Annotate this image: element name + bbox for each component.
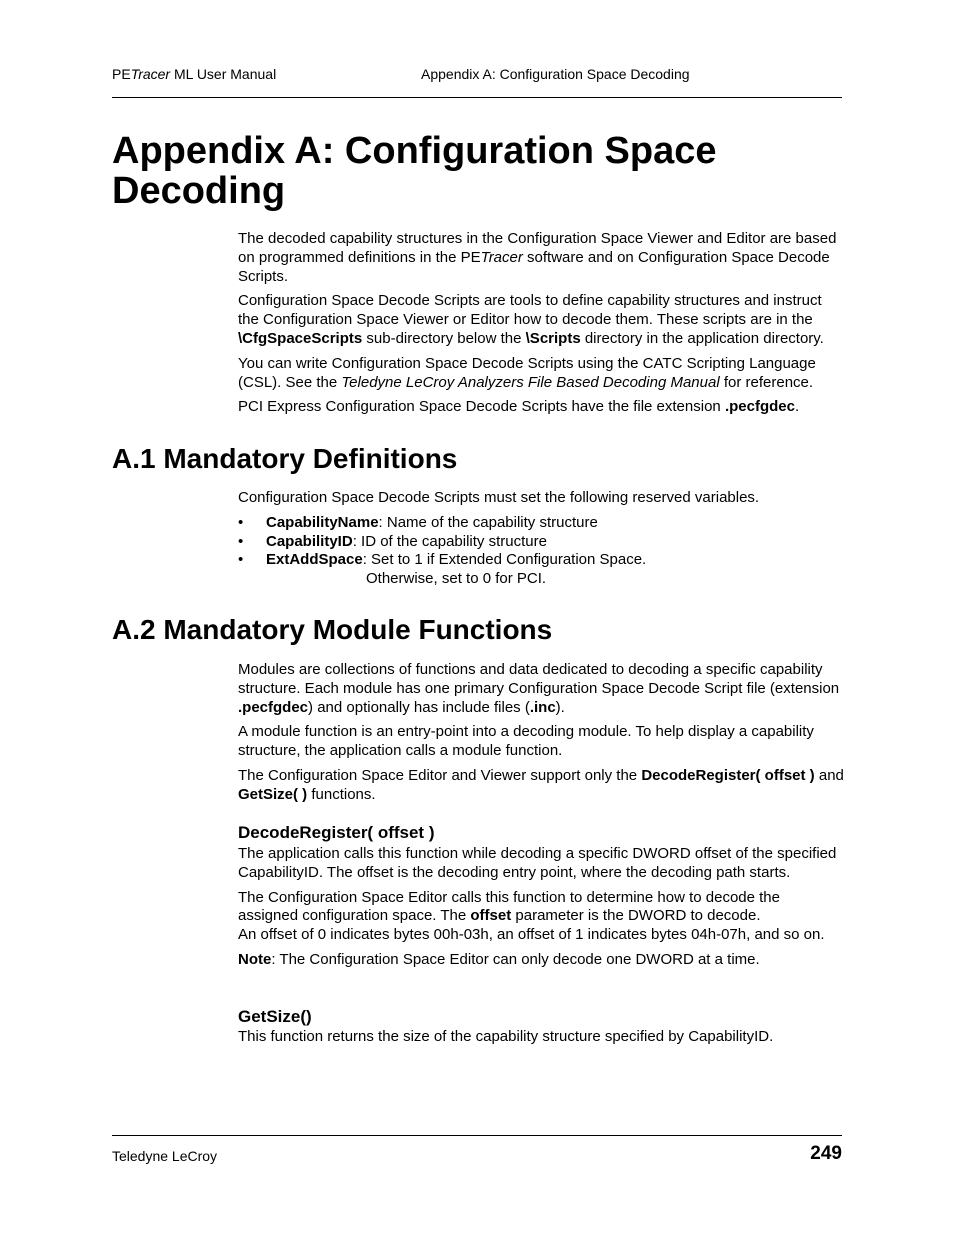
decoderegister-paragraph-1: The application calls this function while decoding a specific DWORD offset of the specified CapabilityID. The offset is the decoding entry point, where the decoding path starts.	[238, 845, 837, 881]
header-manual-title-pe: PE	[112, 66, 131, 82]
list-item: • ExtAddSpace: Set to 1 if Extended Configuration Space.	[238, 551, 647, 569]
intro-paragraph-1: The decoded capability structures in the Configuration Space Viewer and Editor are based on programmed definitions in the PETracer software and on Configuration Space Decode Scripts.	[238, 230, 837, 285]
section-heading-a1: A.1 Mandatory Definitions	[112, 443, 458, 474]
a2-paragraph-3: The Configuration Space Editor and Viewer support only the DecodeRegister( offset ) and GetSize( ) functions.	[238, 766, 844, 803]
a1-section	[238, 489, 844, 589]
page-number: 249	[810, 1143, 842, 1164]
list-item: • CapabilityID: ID of the capability structure	[238, 532, 547, 550]
header-manual-title	[112, 66, 276, 82]
a2-paragraph-2: A module function is an entry-point into a decoding module. To help display a capability structure, the application calls a module function.	[238, 723, 814, 760]
list-item: • CapabilityName: Name of the capability structure	[238, 513, 598, 531]
header-divider	[112, 97, 842, 98]
decoderegister-note: Note: The Configuration Space Editor can only decode one DWORD at a time.	[238, 950, 760, 968]
reserved-variables-list	[238, 514, 844, 570]
intro-paragraph-3: You can write Configuration Space Decode Scripts using the CATC Scripting Language (CSL). See the Teledyne LeCroy Analyzers File Based Decoding Manual for reference.	[238, 354, 816, 391]
header-manual-title-tracer: Tracer	[130, 66, 171, 82]
a1-intro: Configuration Space Decode Scripts must set the following reserved variables.	[238, 489, 760, 506]
list-continuation: Otherwise, set to 0 for PCI.	[366, 570, 547, 588]
footer-divider	[112, 1135, 842, 1136]
intro-section	[238, 230, 844, 417]
a2-paragraph-1: Modules are collections of functions and data dedicated to decoding a specific capability structure. Each module has one primary Configuration Space Decode Script file (extension .pecfgdec) and optionally has include files (.inc).	[238, 661, 840, 716]
intro-paragraph-4: PCI Express Configuration Space Decode Scripts have the file extension .pecfgdec.	[238, 398, 800, 416]
bullet-icon: •	[238, 532, 244, 550]
bullet-icon: •	[238, 551, 244, 569]
decoderegister-section	[238, 845, 844, 970]
footer-company: Teledyne LeCroy	[112, 1148, 218, 1164]
decoderegister-paragraph-2: The Configuration Space Editor calls this function to determine how to decode the assigned configuration space. The offset parameter is the DWORD to decode. An offset of 0 indicates bytes 00h-03h, an offset of 1 indicates bytes 04h-07h, and so on.	[238, 888, 825, 944]
a2-section	[238, 661, 844, 805]
bullet-icon: •	[238, 513, 244, 531]
getsize-section	[238, 1028, 844, 1047]
subheading-decoderegister: DecodeRegister( offset )	[238, 823, 435, 842]
header-manual-title-rest: ML User Manual	[170, 66, 277, 82]
subheading-getsize: GetSize()	[238, 1007, 312, 1026]
header-section-title: Appendix A: Configuration Space Decoding	[421, 66, 690, 82]
section-heading-a2: A.2 Mandatory Module Functions	[112, 614, 553, 645]
page-title: Appendix A: Configuration Space Decoding	[112, 130, 717, 212]
intro-paragraph-2: Configuration Space Decode Scripts are tools to define capability structures and instruct the Configuration Space Viewer or Editor how to decode them. These scripts are in the \CfgSpaceScripts sub-directory below the \Scripts directory in the application directory.	[238, 292, 824, 347]
getsize-paragraph-1: This function returns the size of the capability structure specified by CapabilityID.	[238, 1028, 774, 1045]
